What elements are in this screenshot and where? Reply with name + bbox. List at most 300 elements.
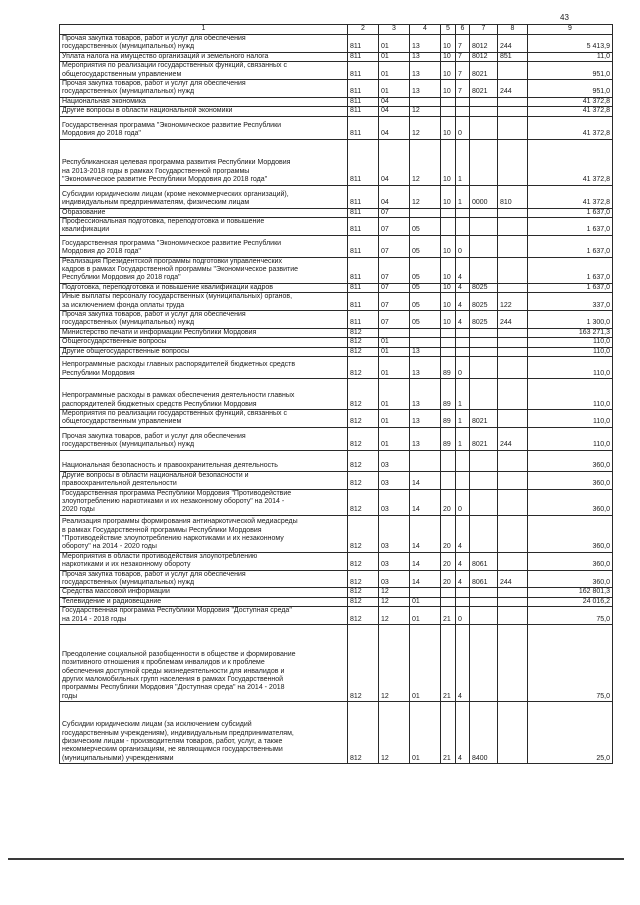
row-program-code (441, 97, 456, 106)
row-direction-code (470, 107, 498, 116)
table-row (60, 139, 613, 185)
row-name: Образование (60, 208, 348, 217)
row-subsection-code: 14 (410, 570, 441, 588)
row-subsection-code (410, 588, 441, 597)
row-section-code: 04 (379, 107, 410, 116)
row-admin-code: 812 (348, 552, 379, 570)
row-section-code: 07 (379, 217, 410, 235)
row-name: Непрограммные расходы главных распорядителей бюджетных средств Республики Мордовия (60, 356, 348, 378)
row-admin-code: 812 (348, 328, 379, 337)
row-admin-code: 811 (348, 52, 379, 61)
row-section-code: 03 (379, 552, 410, 570)
row-admin-code: 812 (348, 471, 379, 489)
row-subprogram-code: 0 (456, 116, 470, 139)
row-name: Мероприятия в области противодействия злоупотреблению наркотиками и их незаконному обороту (60, 552, 348, 570)
row-subprogram-code: 4 (456, 702, 470, 764)
row-admin-code: 812 (348, 450, 379, 471)
row-direction-code: 8025 (470, 311, 498, 329)
row-name: Республиканская целевая программа развития Республики Мордовия на 2013-2018 годы в рамках Государственной программы "Экономическое развитие Республики Мордовия до 2018 года" (60, 139, 348, 185)
table-row (60, 702, 613, 764)
row-amount: 951,0 (528, 79, 613, 97)
row-expense-type-code (498, 208, 528, 217)
row-program-code (441, 107, 456, 116)
row-subprogram-code: 0 (456, 356, 470, 378)
row-expense-type-code (498, 471, 528, 489)
row-section-code: 01 (379, 378, 410, 409)
row-expense-type-code (498, 283, 528, 292)
row-admin-code: 811 (348, 235, 379, 257)
row-section-code: 07 (379, 311, 410, 329)
row-subprogram-code (456, 597, 470, 606)
table-row (60, 293, 613, 311)
row-expense-type-code (498, 378, 528, 409)
header-cell: 6 (456, 25, 470, 35)
row-subsection-code: 12 (410, 116, 441, 139)
row-admin-code: 812 (348, 607, 379, 625)
row-section-code: 03 (379, 570, 410, 588)
row-direction-code (470, 450, 498, 471)
row-direction-code: 8025 (470, 283, 498, 292)
row-direction-code: 8012 (470, 52, 498, 61)
row-subprogram-code: 4 (456, 552, 470, 570)
row-section-code: 07 (379, 257, 410, 283)
row-amount: 110,0 (528, 378, 613, 409)
row-subprogram-code: 4 (456, 515, 470, 552)
row-name: Средства массовой информации (60, 588, 348, 597)
row-expense-type-code (498, 450, 528, 471)
row-amount: 360,0 (528, 450, 613, 471)
row-name: Субсидии юридическим лицам (кроме некоммерческих организаций), индивидуальным предпринимателям, физическим лицам (60, 185, 348, 208)
row-direction-code (470, 625, 498, 702)
row-subsection-code: 14 (410, 552, 441, 570)
row-subsection-code: 14 (410, 471, 441, 489)
row-subprogram-code: 7 (456, 35, 470, 53)
row-name: Прочая закупка товаров, работ и услуг для обеспечения государственных (муниципальных) нужд (60, 79, 348, 97)
row-name: Прочая закупка товаров, работ и услуг для обеспечения государственных (муниципальных) нужд (60, 311, 348, 329)
row-section-code: 01 (379, 52, 410, 61)
row-name: Государственная программа "Экономическое развитие Республики Мордовия до 2018 года" (60, 116, 348, 139)
row-name: Другие общегосударственные вопросы (60, 347, 348, 356)
row-subsection-code: 12 (410, 107, 441, 116)
header-cell: 7 (470, 25, 498, 35)
row-subprogram-code: 0 (456, 607, 470, 625)
row-direction-code: 0000 (470, 185, 498, 208)
table-row (60, 427, 613, 450)
row-name: Национальная экономика (60, 97, 348, 106)
row-subsection-code: 01 (410, 607, 441, 625)
row-program-code: 21 (441, 625, 456, 702)
row-name: Реализация Президентской программы подготовки управленческих кадров в рамках Государственной программы "Экономическое развитие Республики Мордовия до 2018 года" (60, 257, 348, 283)
row-subprogram-code (456, 588, 470, 597)
row-section-code: 01 (379, 427, 410, 450)
row-name: Преодоление социальной разобщенности в обществе и формирование позитивного отношения к проблемам инвалидов и к проблеме обеспечения доступной среды жизнедеятельности для инвалидов и других маломобильных групп населения в рамках Государственной программы Республики Мордовия "Доступная среда" на 2014 - 2018 годы (60, 625, 348, 702)
row-section-code: 01 (379, 35, 410, 53)
row-subsection-code (410, 338, 441, 347)
row-section-code: 12 (379, 607, 410, 625)
row-admin-code: 811 (348, 97, 379, 106)
row-subprogram-code: 7 (456, 62, 470, 80)
table-row (60, 62, 613, 80)
row-subprogram-code (456, 450, 470, 471)
row-subprogram-code (456, 347, 470, 356)
row-subsection-code (410, 97, 441, 106)
row-expense-type-code: 122 (498, 293, 528, 311)
table-row (60, 52, 613, 61)
row-subprogram-code: 4 (456, 257, 470, 283)
row-direction-code (470, 97, 498, 106)
row-direction-code: 8012 (470, 35, 498, 53)
row-section-code: 01 (379, 62, 410, 80)
page-number: 43 (560, 13, 569, 22)
row-amount: 1 637,0 (528, 217, 613, 235)
header-row (60, 25, 613, 35)
row-amount: 75,0 (528, 625, 613, 702)
row-program-code: 89 (441, 356, 456, 378)
row-subsection-code: 13 (410, 35, 441, 53)
row-direction-code (470, 378, 498, 409)
row-name: Субсидии юридическим лицам (за исключением субсидий государственным учреждениям), индивидуальным предпринимателям, физическим лицам - производителям товаров, работ, услуг, а также некоммерческим организациям, не являющимся государственными (муниципальными) учреждениями (60, 702, 348, 764)
row-program-code: 21 (441, 702, 456, 764)
row-section-code: 04 (379, 116, 410, 139)
row-expense-type-code (498, 489, 528, 515)
row-program-code (441, 208, 456, 217)
row-expense-type-code: 244 (498, 427, 528, 450)
row-program-code (441, 217, 456, 235)
row-subsection-code: 05 (410, 257, 441, 283)
row-direction-code (470, 588, 498, 597)
row-subsection-code: 13 (410, 409, 441, 427)
row-program-code: 10 (441, 35, 456, 53)
row-expense-type-code (498, 107, 528, 116)
row-admin-code: 811 (348, 257, 379, 283)
row-name: Мероприятия по реализации государственных функций, связанных с общегосударственным управлением (60, 409, 348, 427)
row-program-code: 10 (441, 185, 456, 208)
row-program-code: 10 (441, 311, 456, 329)
row-expense-type-code (498, 597, 528, 606)
row-amount: 41 372,8 (528, 185, 613, 208)
row-amount: 24 016,2 (528, 597, 613, 606)
row-subsection-code: 01 (410, 597, 441, 606)
row-program-code: 10 (441, 62, 456, 80)
table-row (60, 625, 613, 702)
row-section-code: 01 (379, 79, 410, 97)
row-direction-code (470, 139, 498, 185)
table-row (60, 185, 613, 208)
row-admin-code: 812 (348, 427, 379, 450)
row-amount: 110,0 (528, 356, 613, 378)
table-body (60, 25, 613, 764)
table-row (60, 328, 613, 337)
row-expense-type-code (498, 116, 528, 139)
row-program-code (441, 338, 456, 347)
row-name: Государственная программа Республики Мордовия "Доступная среда" на 2014 - 2018 годы (60, 607, 348, 625)
row-section-code: 03 (379, 515, 410, 552)
row-subprogram-code: 4 (456, 283, 470, 292)
row-amount: 41 372,8 (528, 97, 613, 106)
row-subprogram-code: 1 (456, 427, 470, 450)
row-name: Иные выплаты персоналу государственных (муниципальных) органов, за исключением фонда оплаты труда (60, 293, 348, 311)
row-amount: 41 372,8 (528, 107, 613, 116)
row-subsection-code: 05 (410, 311, 441, 329)
row-expense-type-code (498, 97, 528, 106)
row-program-code: 10 (441, 293, 456, 311)
bottom-rule (8, 858, 624, 860)
row-subsection-code (410, 208, 441, 217)
row-subprogram-code: 4 (456, 570, 470, 588)
row-subsection-code: 12 (410, 185, 441, 208)
row-subprogram-code: 7 (456, 52, 470, 61)
row-expense-type-code (498, 515, 528, 552)
row-program-code: 10 (441, 116, 456, 139)
row-admin-code: 811 (348, 185, 379, 208)
header-cell: 5 (441, 25, 456, 35)
row-direction-code (470, 515, 498, 552)
row-amount: 41 372,8 (528, 116, 613, 139)
row-subprogram-code (456, 338, 470, 347)
row-subsection-code: 01 (410, 625, 441, 702)
table-row (60, 588, 613, 597)
row-program-code: 20 (441, 570, 456, 588)
row-name: Подготовка, переподготовка и повышение квалификации кадров (60, 283, 348, 292)
row-admin-code: 811 (348, 116, 379, 139)
row-expense-type-code (498, 62, 528, 80)
row-direction-code: 8021 (470, 62, 498, 80)
row-subsection-code: 05 (410, 293, 441, 311)
row-program-code (441, 328, 456, 337)
row-expense-type-code (498, 356, 528, 378)
row-subsection-code: 12 (410, 139, 441, 185)
row-section-code: 03 (379, 471, 410, 489)
row-subsection-code: 14 (410, 515, 441, 552)
row-subprogram-code (456, 471, 470, 489)
table-row (60, 235, 613, 257)
table-row (60, 552, 613, 570)
row-subsection-code: 13 (410, 427, 441, 450)
row-admin-code: 812 (348, 347, 379, 356)
header-cell: 9 (528, 25, 613, 35)
row-subprogram-code: 1 (456, 409, 470, 427)
table-row (60, 515, 613, 552)
row-direction-code (470, 257, 498, 283)
row-subsection-code (410, 328, 441, 337)
row-expense-type-code (498, 347, 528, 356)
row-direction-code (470, 235, 498, 257)
row-amount: 360,0 (528, 515, 613, 552)
row-admin-code: 811 (348, 62, 379, 80)
row-amount: 110,0 (528, 427, 613, 450)
row-section-code: 03 (379, 450, 410, 471)
row-expense-type-code (498, 702, 528, 764)
header-cell: 2 (348, 25, 379, 35)
row-name: Государственная программа Республики Мордовия "Противодействие злоупотреблению наркотиками и их незаконному обороту" на 2014 - 2020 годы (60, 489, 348, 515)
table-row (60, 378, 613, 409)
row-admin-code: 811 (348, 311, 379, 329)
header-cell: 1 (60, 25, 348, 35)
row-admin-code: 812 (348, 588, 379, 597)
row-subprogram-code (456, 97, 470, 106)
header-cell: 3 (379, 25, 410, 35)
row-amount: 110,0 (528, 347, 613, 356)
row-admin-code: 812 (348, 409, 379, 427)
row-name: Непрограммные расходы в рамках обеспечения деятельности главных распорядителей бюджетных средств Республики Мордовия (60, 378, 348, 409)
row-expense-type-code (498, 257, 528, 283)
row-section-code: 04 (379, 185, 410, 208)
row-subprogram-code: 0 (456, 235, 470, 257)
row-amount: 1 637,0 (528, 235, 613, 257)
table-row (60, 597, 613, 606)
row-program-code (441, 471, 456, 489)
row-program-code (441, 597, 456, 606)
row-program-code (441, 347, 456, 356)
row-section-code: 01 (379, 409, 410, 427)
row-name: Прочая закупка товаров, работ и услуг для обеспечения государственных (муниципальных) нужд (60, 570, 348, 588)
row-subsection-code: 13 (410, 347, 441, 356)
row-subsection-code: 13 (410, 62, 441, 80)
header-cell: 4 (410, 25, 441, 35)
row-program-code (441, 588, 456, 597)
row-subprogram-code: 4 (456, 293, 470, 311)
row-direction-code (470, 607, 498, 625)
row-admin-code: 811 (348, 208, 379, 217)
row-subsection-code: 05 (410, 235, 441, 257)
row-direction-code (470, 597, 498, 606)
row-subsection-code: 14 (410, 489, 441, 515)
row-name: Прочая закупка товаров, работ и услуг для обеспечения государственных (муниципальных) нужд (60, 427, 348, 450)
row-section-code: 04 (379, 139, 410, 185)
row-direction-code: 8061 (470, 570, 498, 588)
row-admin-code: 811 (348, 107, 379, 116)
row-admin-code: 812 (348, 570, 379, 588)
row-expense-type-code: 851 (498, 52, 528, 61)
row-program-code: 10 (441, 52, 456, 61)
row-amount: 11,0 (528, 52, 613, 61)
row-amount: 360,0 (528, 489, 613, 515)
table-row (60, 116, 613, 139)
row-admin-code: 811 (348, 139, 379, 185)
row-program-code (441, 450, 456, 471)
row-amount: 163 271,3 (528, 328, 613, 337)
row-section-code (379, 328, 410, 337)
table-row (60, 450, 613, 471)
row-section-code: 03 (379, 489, 410, 515)
row-expense-type-code: 810 (498, 185, 528, 208)
table-row (60, 283, 613, 292)
row-section-code: 04 (379, 97, 410, 106)
row-subsection-code: 13 (410, 356, 441, 378)
row-admin-code: 811 (348, 35, 379, 53)
row-name: Уплата налога на имущество организаций и земельного налога (60, 52, 348, 61)
row-program-code: 10 (441, 139, 456, 185)
row-name: Общегосударственные вопросы (60, 338, 348, 347)
row-admin-code: 812 (348, 489, 379, 515)
row-amount: 1 637,0 (528, 208, 613, 217)
row-subprogram-code: 4 (456, 311, 470, 329)
row-direction-code (470, 208, 498, 217)
row-program-code: 10 (441, 257, 456, 283)
row-direction-code: 8021 (470, 427, 498, 450)
row-amount: 1 637,0 (528, 283, 613, 292)
row-section-code: 12 (379, 702, 410, 764)
table-row (60, 208, 613, 217)
row-expense-type-code: 244 (498, 79, 528, 97)
row-section-code: 07 (379, 293, 410, 311)
table-row (60, 347, 613, 356)
row-admin-code: 812 (348, 515, 379, 552)
row-section-code: 12 (379, 625, 410, 702)
row-section-code: 01 (379, 347, 410, 356)
row-direction-code (470, 356, 498, 378)
row-name: Реализация программы формирования антинаркотической медиасреды в рамках Государственной программы Республики Мордовия "Противодействие злоупотреблению наркотиками и их незаконному обороту" на 2014 - 2020 годы (60, 515, 348, 552)
table-row (60, 471, 613, 489)
row-amount: 5 413,9 (528, 35, 613, 53)
row-direction-code (470, 471, 498, 489)
row-program-code: 89 (441, 378, 456, 409)
row-amount: 162 801,3 (528, 588, 613, 597)
row-expense-type-code: 244 (498, 35, 528, 53)
row-program-code: 20 (441, 489, 456, 515)
row-subprogram-code: 1 (456, 378, 470, 409)
row-amount: 25,0 (528, 702, 613, 764)
row-program-code: 20 (441, 552, 456, 570)
row-amount: 41 372,8 (528, 139, 613, 185)
row-admin-code: 811 (348, 283, 379, 292)
row-expense-type-code (498, 235, 528, 257)
header-cell: 8 (498, 25, 528, 35)
row-expense-type-code (498, 338, 528, 347)
table-row (60, 409, 613, 427)
row-direction-code: 8025 (470, 293, 498, 311)
table-row (60, 257, 613, 283)
row-admin-code: 812 (348, 625, 379, 702)
row-expense-type-code (498, 139, 528, 185)
row-admin-code: 811 (348, 217, 379, 235)
row-direction-code (470, 116, 498, 139)
row-program-code: 89 (441, 427, 456, 450)
row-subprogram-code (456, 328, 470, 337)
table-row (60, 570, 613, 588)
row-section-code: 12 (379, 588, 410, 597)
row-subsection-code: 05 (410, 217, 441, 235)
table-row (60, 607, 613, 625)
row-amount: 1 300,0 (528, 311, 613, 329)
row-subprogram-code: 0 (456, 489, 470, 515)
row-subprogram-code (456, 208, 470, 217)
table-row (60, 35, 613, 53)
row-name: Другие вопросы в области национальной экономики (60, 107, 348, 116)
row-name: Профессиональная подготовка, переподготовка и повышение квалификации (60, 217, 348, 235)
row-expense-type-code: 244 (498, 311, 528, 329)
row-admin-code: 811 (348, 293, 379, 311)
row-admin-code: 812 (348, 378, 379, 409)
table-row (60, 79, 613, 97)
row-direction-code (470, 328, 498, 337)
row-section-code: 01 (379, 338, 410, 347)
table-row (60, 338, 613, 347)
table-row (60, 489, 613, 515)
row-amount: 110,0 (528, 338, 613, 347)
row-amount: 1 637,0 (528, 257, 613, 283)
row-expense-type-code (498, 217, 528, 235)
table-row (60, 217, 613, 235)
row-expense-type-code (498, 328, 528, 337)
row-direction-code (470, 217, 498, 235)
row-program-code: 10 (441, 283, 456, 292)
row-name: Государственная программа "Экономическое развитие Республики Мордовия до 2018 года" (60, 235, 348, 257)
row-program-code: 89 (441, 409, 456, 427)
row-subprogram-code: 4 (456, 625, 470, 702)
row-subprogram-code: 1 (456, 185, 470, 208)
row-section-code: 07 (379, 283, 410, 292)
